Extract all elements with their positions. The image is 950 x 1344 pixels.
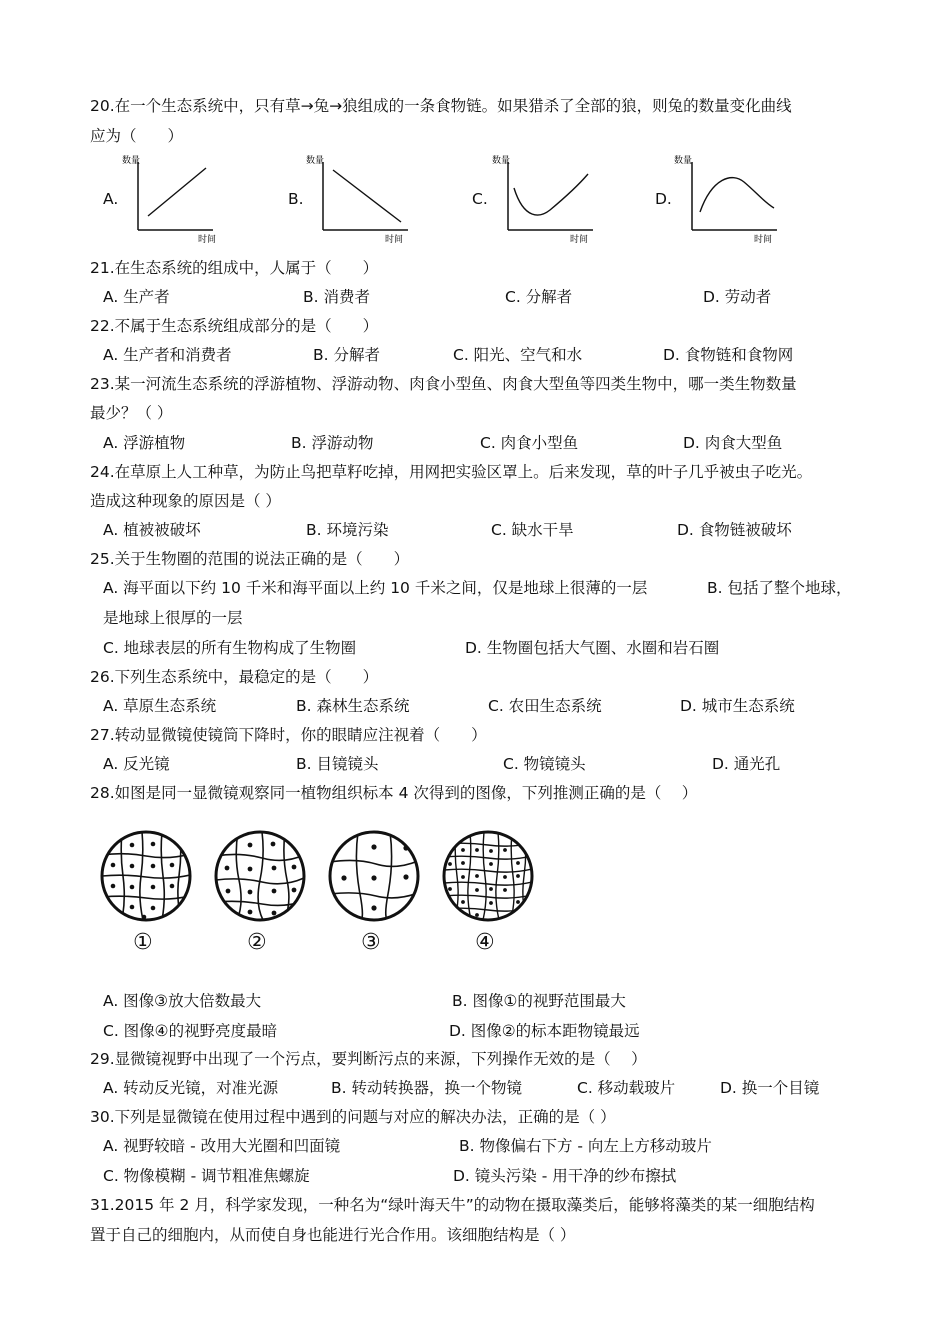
figure-label-1: ① — [133, 930, 153, 955]
question-22-option-d: D. 食物链和食物网 — [663, 346, 794, 364]
question-24-stem-cont: 造成这种现象的原因是（ ） — [90, 492, 281, 510]
question-25-option-b-cont: 是地球上很厚的一层 — [103, 609, 243, 627]
question-27-stem: 27.转动显微镜使镜筒下降时，你的眼睛应注视着（ ） — [90, 726, 487, 744]
question-24-option-b: B. 环境污染 — [306, 521, 389, 539]
question-22-stem: 22.不属于生态系统组成部分的是（ ） — [90, 317, 379, 335]
question-23-option-c: C. 肉食小型鱼 — [480, 434, 579, 452]
question-24-option-c: C. 缺水干旱 — [491, 521, 574, 539]
question-23-stem: 23.某一河流生态系统的浮游植物、浮游动物、肉食小型鱼、肉食大型鱼等四类生物中，哪一类生物数量 — [90, 375, 797, 393]
question-30-option-a: A. 视野较暗 - 改用大光圈和凹面镜 — [103, 1137, 341, 1155]
question-22-option-c: C. 阳光、空气和水 — [453, 346, 583, 364]
microscope-view-1 — [98, 828, 194, 924]
question-27-option-a: A. 反光镜 — [103, 755, 170, 773]
question-28-option-b: B. 图像①的视野范围最大 — [452, 992, 626, 1010]
question-30-option-c: C. 物像模糊 - 调节粗准焦螺旋 — [103, 1167, 310, 1185]
question-24-option-a: A. 植被被破坏 — [103, 521, 201, 539]
graph-a-y-label: 数量 — [122, 156, 141, 166]
figure-label-2: ② — [247, 930, 267, 955]
figure-label-3: ③ — [361, 930, 381, 955]
graph-a-linear-increase — [118, 150, 218, 245]
question-21-option-c: C. 分解者 — [505, 288, 573, 306]
question-29-option-d: D. 换一个目镜 — [720, 1079, 820, 1097]
graph-c-x-label: 时间 — [570, 235, 589, 245]
question-27-option-d: D. 通光孔 — [712, 755, 781, 773]
microscope-view-4 — [440, 828, 536, 924]
question-25-option-a: A. 海平面以下约 10 千米和海平面以上约 10 千米之间，仅是地球上很薄的一层 — [103, 579, 648, 597]
question-23-option-b: B. 浮游动物 — [291, 434, 374, 452]
microscope-view-3 — [326, 828, 422, 924]
graph-d-y-label: 数量 — [674, 156, 693, 166]
question-28-option-d: D. 图像②的标本距物镜最远 — [449, 1022, 640, 1040]
question-22-option-b: B. 分解者 — [313, 346, 380, 364]
question-30-option-b: B. 物像偏右下方 - 向左上方移动玻片 — [459, 1137, 712, 1155]
question-20-option-c: C. — [472, 190, 488, 208]
question-25-stem: 25.关于生物圈的范围的说法正确的是（ ） — [90, 550, 410, 568]
question-23-option-d: D. 肉食大型鱼 — [683, 434, 783, 452]
question-24-stem: 24.在草原上人工种草，为防止鸟把草籽吃掉，用网把实验区罩上。后来发现，草的叶子几乎被虫子吃光。 — [90, 463, 813, 481]
question-26-stem: 26.下列生态系统中，最稳定的是（ ） — [90, 668, 379, 686]
question-26-option-c: C. 农田生态系统 — [488, 697, 602, 715]
question-27-option-c: C. 物镜镜头 — [503, 755, 586, 773]
microscope-view-2 — [212, 828, 308, 924]
question-23-option-a: A. 浮游植物 — [103, 434, 186, 452]
graph-d-rise-then-fall — [672, 150, 782, 245]
question-21-option-b: B. 消费者 — [303, 288, 370, 306]
question-29-option-a: A. 转动反光镜，对准光源 — [103, 1079, 279, 1097]
question-20-stem-cont: 应为（ ） — [90, 127, 184, 145]
question-23-stem-cont: 最少？（ ） — [90, 404, 173, 422]
question-21-option-d: D. 劳动者 — [703, 288, 772, 306]
question-22-option-a: A. 生产者和消费者 — [103, 346, 232, 364]
question-25-option-c: C. 地球表层的所有生物构成了生物圈 — [103, 639, 357, 657]
graph-c-fall-then-rise — [488, 150, 598, 245]
graph-b-y-label: 数量 — [306, 156, 325, 166]
question-29-option-b: B. 转动转换器，换一个物镜 — [331, 1079, 522, 1097]
graph-d-x-label: 时间 — [754, 235, 773, 245]
question-30-stem: 30.下列是显微镜在使用过程中遇到的问题与对应的解决办法，正确的是（ ） — [90, 1108, 616, 1126]
question-28-option-c: C. 图像④的视野亮度最暗 — [103, 1022, 278, 1040]
question-28-option-a: A. 图像③放大倍数最大 — [103, 992, 262, 1010]
question-26-option-b: B. 森林生态系统 — [296, 697, 410, 715]
graph-b-x-label: 时间 — [385, 235, 404, 245]
question-25-option-b: B. 包括了整个地球， — [707, 579, 852, 597]
question-26-option-a: A. 草原生态系统 — [103, 697, 217, 715]
figure-label-4: ④ — [475, 930, 495, 955]
question-20-option-d: D. — [655, 190, 672, 208]
graph-a-x-label: 时间 — [198, 235, 217, 245]
question-21-option-a: A. 生产者 — [103, 288, 170, 306]
question-30-option-d: D. 镜头污染 - 用干净的纱布擦拭 — [453, 1167, 677, 1185]
question-26-option-d: D. 城市生态系统 — [680, 697, 795, 715]
question-25-option-d: D. 生物圈包括大气圈、水圈和岩石圈 — [465, 639, 720, 657]
question-20-option-b: B. — [288, 190, 304, 208]
question-21-stem: 21.在生态系统的组成中，人属于（ ） — [90, 259, 379, 277]
question-31-stem: 31.2015 年 2 月，科学家发现，一种名为“绿叶海天牛”的动物在摄取藻类后，能够将藻类的某一细胞结构 — [90, 1196, 815, 1214]
question-29-option-c: C. 移动载玻片 — [577, 1079, 676, 1097]
question-31-stem-cont: 置于自己的细胞内，从而使自身也能进行光合作用。该细胞结构是（ ） — [90, 1226, 576, 1244]
question-20-option-a: A. — [103, 190, 119, 208]
question-28-stem: 28.如图是同一显微镜观察同一植物组织标本 4 次得到的图像，下列推测正确的是（ ） — [90, 784, 698, 802]
question-20-stem: 20.在一个生态系统中，只有草→兔→狼组成的一条食物链。如果猎杀了全部的狼，则兔的数量变化曲线 — [90, 97, 792, 115]
graph-c-y-label: 数量 — [492, 156, 511, 166]
question-29-stem: 29.显微镜视野中出现了一个污点，要判断污点的来源，下列操作无效的是（ ） — [90, 1050, 647, 1068]
question-24-option-d: D. 食物链被破坏 — [677, 521, 792, 539]
graph-b-linear-decrease — [303, 150, 413, 245]
question-27-option-b: B. 目镜镜头 — [296, 755, 379, 773]
